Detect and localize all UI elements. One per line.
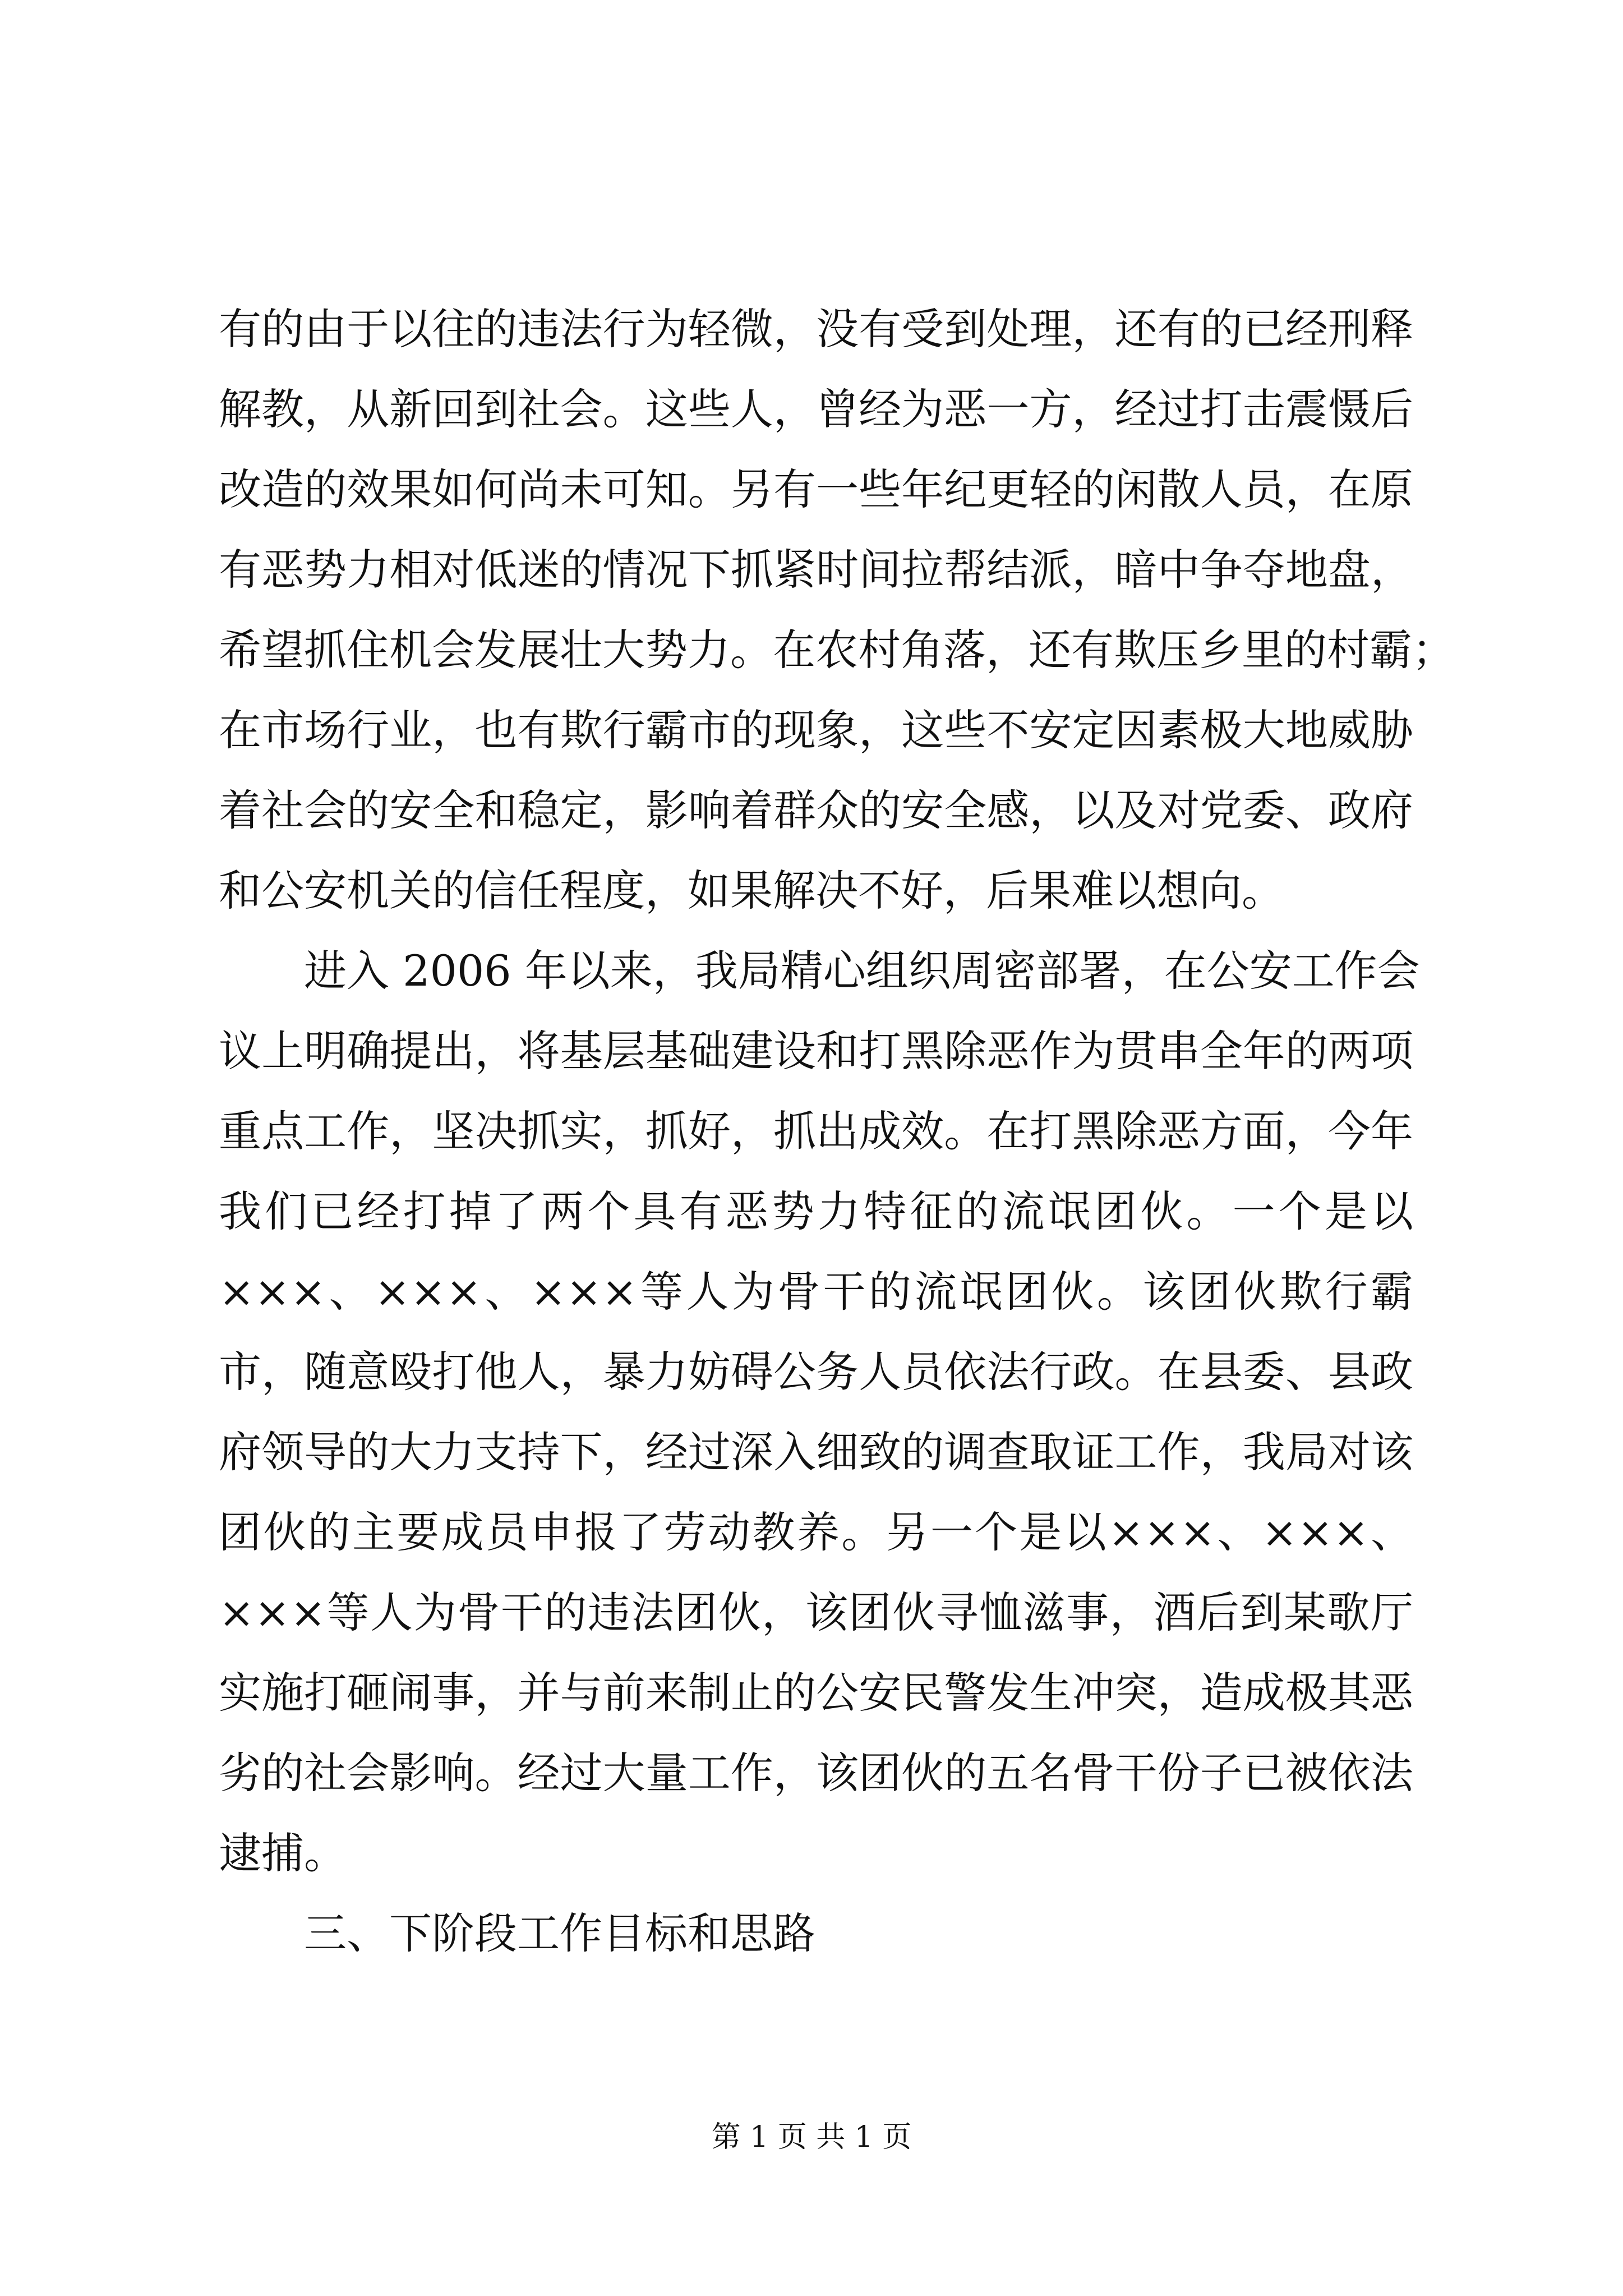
text-line: 议上明确提出，将基层基础建设和打黑除恶作为贯串全年的两项 — [219, 1026, 1413, 1076]
page-number-label: 第 1 页 共 1 页 — [711, 2120, 912, 2154]
text-line: 着社会的安全和稳定，影响着群众的安全感，以及对党委、政府 — [219, 785, 1413, 835]
text-line: 希望抓住机会发展壮大势力。在农村角落，还有欺压乡里的村霸； — [219, 625, 1455, 675]
text-line: 进入 2006 年以来，我局精心组织周密部署，在公安工作会 — [304, 946, 1420, 996]
paragraph-2 — [219, 931, 1420, 1893]
text-line: 我们已经打掉了两个具有恶势力特征的流氓团伙。一个是以 — [219, 1186, 1413, 1236]
text-line: ×××等人为骨干的违法团伙，该团伙寻恤滋事，酒后到某歌厅 — [219, 1588, 1413, 1637]
text-line: 解教，从新回到社会。这些人，曾经为恶一方，经过打击震慑后 — [219, 384, 1413, 434]
text-line: 有恶势力相对低迷的情况下抓紧时间拉帮结派，暗中争夺地盘， — [219, 545, 1413, 595]
text-line: 逮捕。 — [219, 1828, 347, 1878]
text-line: 重点工作，坚决抓实，抓好，抓出成效。在打黑除恶方面，今年 — [219, 1106, 1413, 1156]
text-line: 劣的社会影响。经过大量工作，该团伙的五名骨干份子已被依法 — [219, 1748, 1413, 1798]
text-line: 和公安机关的信任程度，如果解决不好，后果难以想向。 — [219, 866, 1284, 915]
text-line: 在市场行业，也有欺行霸市的现象，这些不安定因素极大地威胁 — [219, 705, 1413, 755]
text-line: 府领导的大力支持下，经过深入细致的调查取证工作，我局对该 — [219, 1427, 1413, 1477]
text-line: 改造的效果如何尚未可知。另有一些年纪更轻的闲散人员，在原 — [219, 464, 1413, 514]
text-line: 有的由于以往的违法行为轻微，没有受到处理，还有的已经刑释 — [219, 304, 1413, 354]
text-line: 市，随意殴打他人，暴力妨碍公务人员依法行政。在县委、县政 — [219, 1347, 1413, 1397]
section-heading: 三、下阶段工作目标和思路 — [304, 1908, 815, 1958]
document-body — [219, 289, 1455, 1973]
text-line: 团伙的主要成员申报了劳动教养。另一个是以×××、×××、 — [219, 1507, 1413, 1557]
text-line: ×××、×××、×××等人为骨干的流氓团伙。该团伙欺行霸 — [219, 1267, 1413, 1317]
paragraph-1 — [219, 289, 1455, 931]
text-line: 实施打砸闹事，并与前来制止的公安民警发生冲突，造成极其恶 — [219, 1668, 1413, 1718]
page-footer — [0, 2118, 1623, 2157]
